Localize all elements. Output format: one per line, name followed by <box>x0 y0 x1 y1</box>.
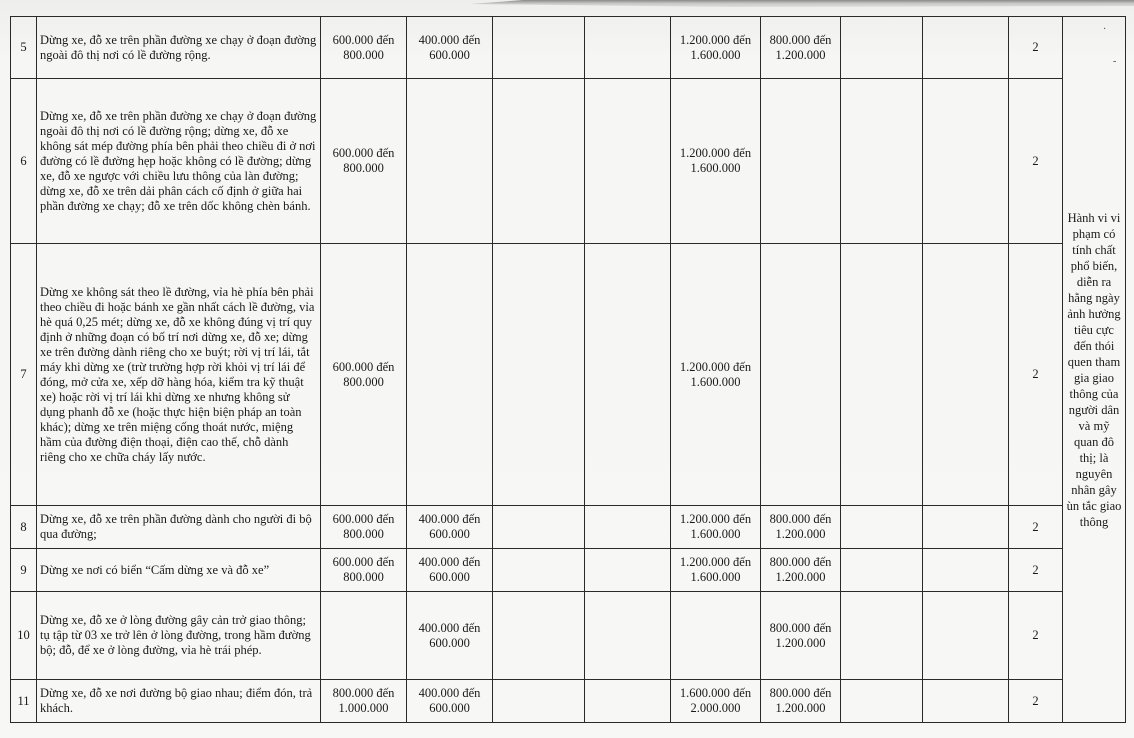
fine-cell <box>923 79 1009 244</box>
fine-cell <box>923 592 1009 680</box>
fine-cell <box>761 244 841 506</box>
table-row <box>11 680 1126 723</box>
note-cell: Hành vi vi phạm có tính chất phổ biến, diễn ra hằng ngày ảnh hưởng tiêu cực đến thói quen tham gia giao thông của người dân và mỹ quan đô thị; là nguyên nhân gây ùn tắc giao thông <box>1063 17 1126 723</box>
fine-cell: 800.000 đến 1.200.000 <box>761 680 841 723</box>
row-number: 6 <box>11 79 37 244</box>
fine-cell: 600.000 đến 800.000 <box>321 17 407 79</box>
fine-cell: 600.000 đến 800.000 <box>321 506 407 549</box>
fine-cell <box>585 506 671 549</box>
fine-cell <box>923 680 1009 723</box>
fine-cell: 1.200.000 đến 1.600.000 <box>671 506 761 549</box>
fine-cell: 800.000 đến 1.200.000 <box>761 592 841 680</box>
fine-cell <box>841 17 923 79</box>
fine-cell <box>841 592 923 680</box>
violation-description: Dừng xe, đỗ xe ở lòng đường gây cản trở giao thông; tụ tập từ 03 xe trở lên ở lòng đường, trong hầm đường bộ; đỗ, để xe ở lòng đường, vỉa hè trái phép. <box>37 592 321 680</box>
row-number: 8 <box>11 506 37 549</box>
fine-cell: 600.000 đến 800.000 <box>321 244 407 506</box>
fine-cell <box>585 17 671 79</box>
table-row <box>11 244 1126 506</box>
fine-cell <box>841 244 923 506</box>
fine-cell: 800.000 đến 1.000.000 <box>321 680 407 723</box>
fine-cell: 600.000 đến 800.000 <box>321 549 407 592</box>
fine-cell: 400.000 đến 600.000 <box>407 549 493 592</box>
fine-cell <box>923 506 1009 549</box>
table-row <box>11 549 1126 592</box>
fine-cell <box>841 680 923 723</box>
fine-cell <box>923 17 1009 79</box>
fine-cell <box>493 79 585 244</box>
fine-cell: 800.000 đến 1.200.000 <box>761 17 841 79</box>
points-cell: 2 <box>1009 17 1063 79</box>
fine-cell <box>841 79 923 244</box>
fine-cell <box>321 592 407 680</box>
row-number: 11 <box>11 680 37 723</box>
fine-cell <box>585 244 671 506</box>
table-row <box>11 17 1126 79</box>
fine-cell: 600.000 đến 800.000 <box>321 79 407 244</box>
fine-cell <box>407 244 493 506</box>
fine-cell <box>585 592 671 680</box>
table-row <box>11 79 1126 244</box>
scan-speck: · <box>1103 24 1107 35</box>
table-row <box>11 506 1126 549</box>
row-number: 10 <box>11 592 37 680</box>
fine-cell <box>585 680 671 723</box>
row-number: 5 <box>11 17 37 79</box>
fine-cell: 800.000 đến 1.200.000 <box>761 506 841 549</box>
fine-cell <box>841 506 923 549</box>
fine-cell: 400.000 đến 600.000 <box>407 592 493 680</box>
fine-cell: 400.000 đến 600.000 <box>407 506 493 549</box>
violation-description: Dừng xe không sát theo lề đường, vỉa hè phía bên phải theo chiều đi hoặc bánh xe gần nhất cách lề đường, vỉa hè quá 0,25 mét; dừng xe, đỗ xe không đúng vị trí quy định ở những đoạn có bố trí nơi dừng xe, đỗ xe; dừng xe trên đường dành riêng cho xe buýt; rời vị trí lái, tắt máy khi dừng xe (trừ trường hợp rời khỏi vị trí lái để đóng, mở cửa xe, xếp dỡ hàng hóa, kiểm tra kỹ thuật xe) hoặc rời vị trí lái khi dừng xe nhưng không sử dụng phanh đỗ xe (hoặc thực hiện biện pháp an toàn khác); dừng xe trên miệng cống thoát nước, miệng hầm của đường điện thoại, điện cao thế, chỗ dành riêng cho xe chữa cháy lấy nước. <box>37 244 321 506</box>
fine-cell <box>841 549 923 592</box>
fine-cell <box>585 549 671 592</box>
fine-cell <box>923 244 1009 506</box>
fine-cell <box>493 592 585 680</box>
fine-cell: 1.600.000 đến 2.000.000 <box>671 680 761 723</box>
violation-description: Dừng xe, đỗ xe trên phần đường xe chạy ở đoạn đường ngoài đô thị nơi có lề đường rộng. <box>37 17 321 79</box>
violation-description: Dừng xe nơi có biển “Cấm dừng xe và đỗ xe” <box>37 549 321 592</box>
points-cell: 2 <box>1009 549 1063 592</box>
fine-cell <box>585 79 671 244</box>
violation-description: Dừng xe, đỗ xe nơi đường bộ giao nhau; điểm đón, trả khách. <box>37 680 321 723</box>
fine-cell: 1.200.000 đến 1.600.000 <box>671 549 761 592</box>
fine-cell <box>493 244 585 506</box>
points-cell: 2 <box>1009 592 1063 680</box>
fine-cell <box>493 549 585 592</box>
fine-cell: 1.200.000 đến 1.600.000 <box>671 244 761 506</box>
points-cell: 2 <box>1009 680 1063 723</box>
scan-speck: - <box>1113 56 1117 67</box>
fine-cell: 1.200.000 đến 1.600.000 <box>671 79 761 244</box>
fine-cell <box>671 592 761 680</box>
points-cell: 2 <box>1009 506 1063 549</box>
points-cell: 2 <box>1009 244 1063 506</box>
fine-cell: 400.000 đến 600.000 <box>407 17 493 79</box>
fine-cell <box>493 506 585 549</box>
violation-fine-table <box>10 16 1126 723</box>
points-cell: 2 <box>1009 79 1063 244</box>
violation-description: Dừng xe, đỗ xe trên phần đường dành cho người đi bộ qua đường; <box>37 506 321 549</box>
fine-cell <box>923 549 1009 592</box>
fine-cell: 400.000 đến 600.000 <box>407 680 493 723</box>
fine-cell <box>493 17 585 79</box>
violation-description: Dừng xe, đỗ xe trên phần đường xe chạy ở đoạn đường ngoài đô thị nơi có lề đường rộng; dừng xe, đỗ xe không sát mép đường phía bên phải theo chiều đi ở nơi đường có lề đường hẹp hoặc không có lề đường; dừng xe, đỗ xe ngược với chiều lưu thông của làn đường; dừng xe, đỗ xe trên dải phân cách cố định ở giữa hai phần đường xe chạy; đỗ xe trên dốc không chèn bánh. <box>37 79 321 244</box>
fine-cell: 800.000 đến 1.200.000 <box>761 549 841 592</box>
fine-cell <box>761 79 841 244</box>
fine-cell: 1.200.000 đến 1.600.000 <box>671 17 761 79</box>
row-number: 9 <box>11 549 37 592</box>
table-row <box>11 592 1126 680</box>
fine-cell <box>407 79 493 244</box>
fine-cell <box>493 680 585 723</box>
row-number: 7 <box>11 244 37 506</box>
